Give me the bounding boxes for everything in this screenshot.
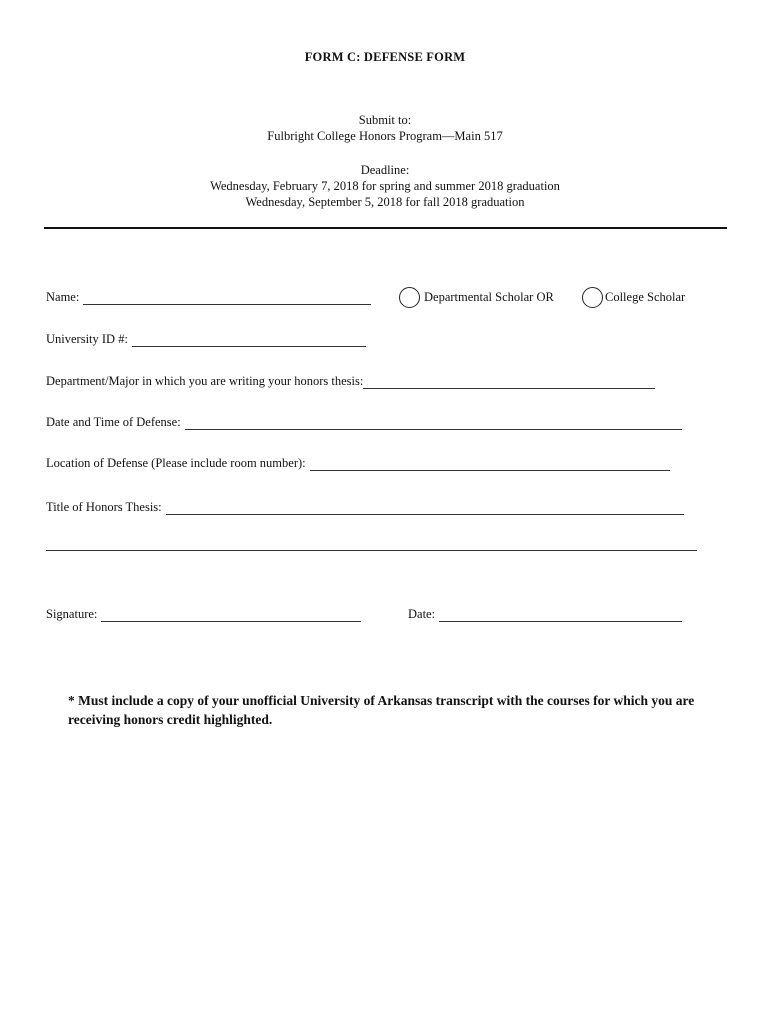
location-label: Location of Defense (Please include room number): xyxy=(46,456,306,470)
university-id-row xyxy=(46,331,366,347)
deadline-spring: Wednesday, February 7, 2018 for spring and summer 2018 graduation xyxy=(210,179,560,193)
date-row xyxy=(408,606,682,622)
deadline-label: Deadline: xyxy=(360,163,410,177)
name-label: Name: xyxy=(46,290,80,304)
date-input-line[interactable] xyxy=(439,609,682,622)
location-input-line[interactable] xyxy=(310,458,670,471)
thesis-title-label: Title of Honors Thesis: xyxy=(46,500,162,514)
deadline-fall: Wednesday, September 5, 2018 for fall 2018 graduation xyxy=(245,195,525,209)
thesis-title-input-line[interactable] xyxy=(166,502,684,515)
defense-datetime-row xyxy=(46,414,682,430)
signature-label: Signature: xyxy=(46,607,98,621)
defense-datetime-input-line[interactable] xyxy=(185,417,682,430)
university-id-input-line[interactable] xyxy=(132,334,366,347)
signature-input-line[interactable] xyxy=(101,609,361,622)
name-field-row xyxy=(46,289,371,305)
header-divider xyxy=(44,227,727,229)
thesis-title-row-2 xyxy=(46,535,697,551)
submit-to-address: Fulbright College Honors Program—Main 517 xyxy=(267,129,503,143)
university-id-label: University ID #: xyxy=(46,332,128,346)
submit-to-label: Submit to: xyxy=(358,113,412,127)
departmental-scholar-label: Departmental Scholar OR xyxy=(424,290,554,304)
location-row xyxy=(46,455,670,471)
departmental-scholar-radio[interactable] xyxy=(399,287,420,308)
department-input-line[interactable] xyxy=(363,376,655,389)
transcript-note: * Must include a copy of your unofficial University of Arkansas transcript with the courses for which you are receiving honors credit highlighted. xyxy=(68,693,695,727)
name-input-line[interactable] xyxy=(83,292,371,305)
signature-row xyxy=(46,606,361,622)
college-scholar-label: College Scholar xyxy=(605,290,686,304)
date-label: Date: xyxy=(408,607,436,621)
defense-datetime-label: Date and Time of Defense: xyxy=(46,415,181,429)
college-scholar-radio[interactable] xyxy=(582,287,603,308)
department-row xyxy=(46,373,655,389)
thesis-title-row xyxy=(46,499,684,515)
form-title: FORM C: DEFENSE FORM xyxy=(304,50,466,64)
department-label: Department/Major in which you are writing your honors thesis: xyxy=(46,374,364,388)
thesis-title-input-line-2[interactable] xyxy=(46,538,697,551)
